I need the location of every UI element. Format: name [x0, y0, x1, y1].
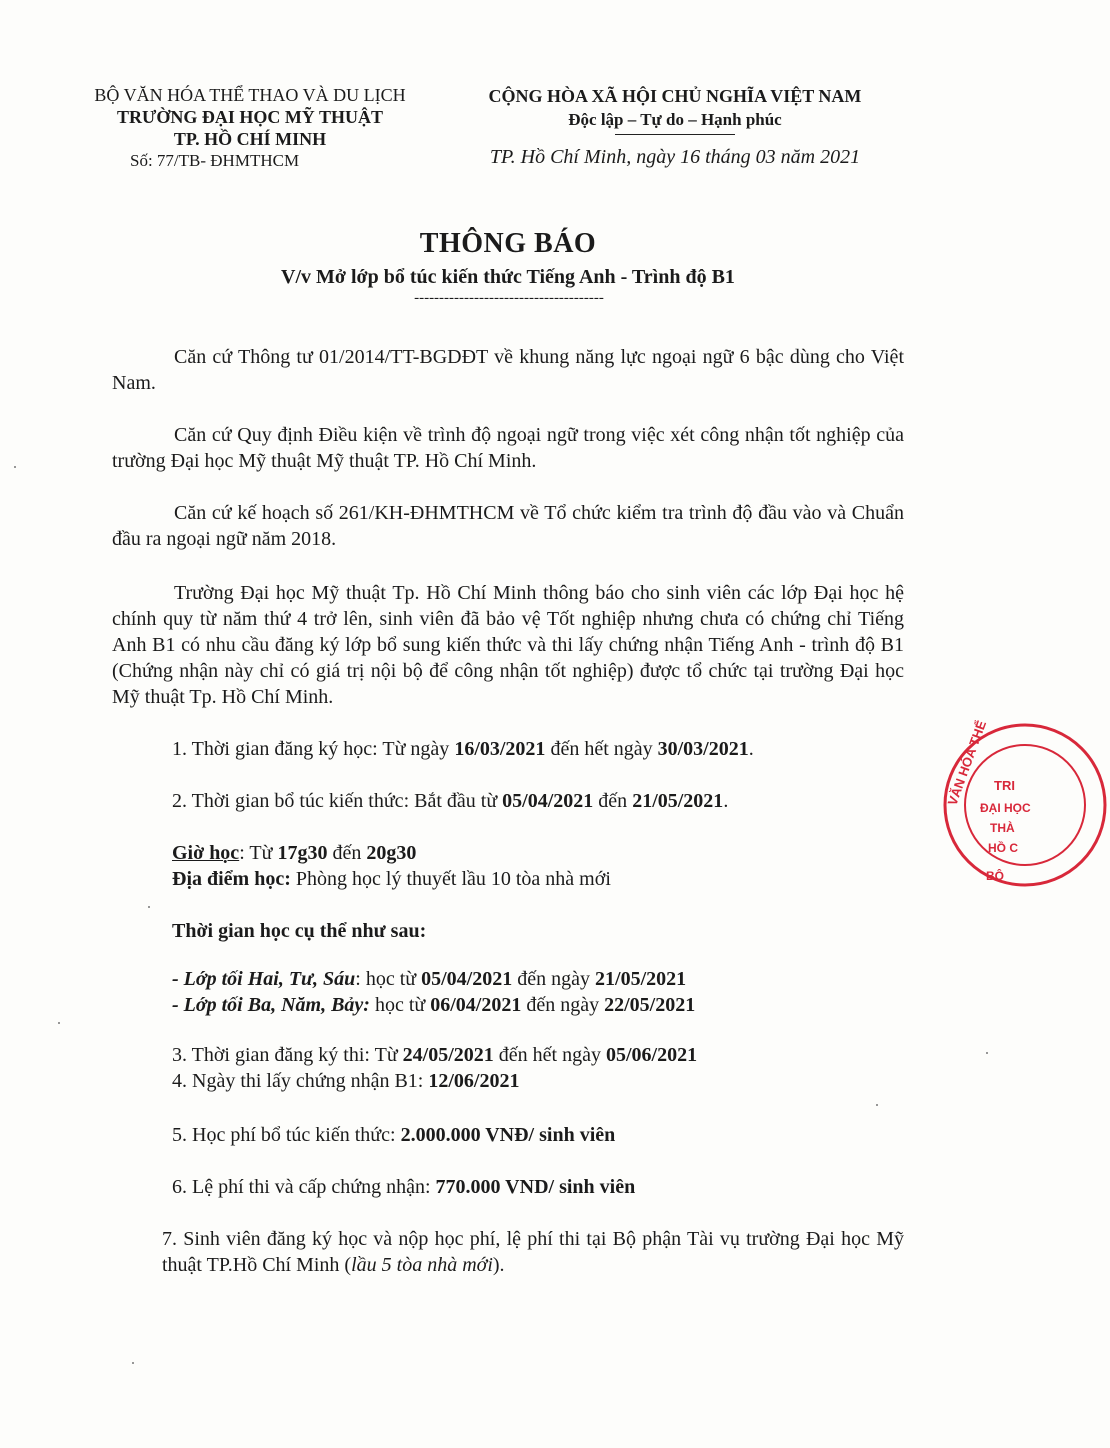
stamp-ring-text: VĂN HÓA THỂ	[944, 718, 990, 808]
ministry-name: BỘ VĂN HÓA THỂ THAO VÀ DU LỊCH	[94, 85, 406, 105]
item-text: .	[723, 790, 729, 812]
scan-speck	[14, 466, 16, 468]
national-motto: Độc lập – Tự do – Hạnh phúc	[568, 110, 782, 129]
item-text: 5. Học phí bổ túc kiến thức:	[172, 1124, 401, 1146]
fee-amount: 2.000.000 VNĐ/ sinh viên	[400, 1124, 616, 1146]
item-text: 7. Sinh viên đăng ký học và nộp học phí, lệ phí thi tại Bộ phận Tài vụ trường Đại học Mỹ thuật TP.Hồ Chí Minh (	[162, 1228, 904, 1276]
date-from: 06/04/2021	[430, 994, 522, 1016]
document-title: THÔNG BÁO	[419, 228, 597, 259]
schedule-label: - Lớp tối Ba, Năm, Bảy:	[172, 994, 370, 1016]
school-name-line2: TP. HỒ CHÍ MINH	[173, 129, 327, 149]
item-text: : Từ	[239, 842, 278, 864]
official-stamp	[940, 720, 1110, 890]
item-registration-period	[172, 736, 754, 762]
item-text: ).	[492, 1254, 505, 1276]
item-text: 2. Thời gian bổ túc kiến thức: Bắt đầu từ	[172, 790, 503, 812]
item-text: đến ngày	[512, 968, 596, 990]
paragraph-legal-basis-3	[112, 500, 904, 552]
date-to: 21/05/2021	[595, 968, 687, 990]
location-text: Phòng học lý thuyết lầu 10 tòa nhà mới	[290, 868, 611, 890]
item-text: 3. Thời gian đăng ký thi: Từ	[172, 1044, 403, 1066]
paragraph-text: Căn cứ Quy định Điều kiện về trình độ ngoại ngữ trong việc xét công nhận tốt nghiệp của trường Đại học Mỹ thuật Mỹ thuật TP. Hồ Chí Minh.	[112, 424, 904, 472]
paragraph-announcement	[112, 580, 904, 710]
item-text: 1. Thời gian đăng ký học: Từ ngày	[172, 738, 455, 760]
item-text: đến ngày	[521, 994, 605, 1016]
class-location	[172, 866, 611, 892]
school-name-line1: TRƯỜNG ĐẠI HỌC MỸ THUẬT	[116, 107, 383, 127]
item-exam-date	[172, 1068, 519, 1094]
document-number: Số: 77/TB- ĐHMTHCM	[130, 151, 300, 170]
item-text: .	[748, 738, 754, 760]
item-text: 6. Lệ phí thi và cấp chứng nhận:	[172, 1176, 436, 1198]
motto-underline	[615, 134, 735, 135]
fee-amount: 770.000 VND/ sinh viên	[435, 1176, 636, 1198]
time-to: 20g30	[366, 842, 417, 864]
date-to: 05/06/2021	[605, 1044, 698, 1066]
payment-location: lầu 5 tòa nhà mới	[351, 1254, 493, 1276]
class-hours	[172, 840, 416, 866]
scan-speck	[986, 1052, 988, 1054]
item-payment-instructions	[162, 1226, 904, 1278]
date-from: 05/04/2021	[502, 790, 594, 812]
schedule-tue-thu-sat	[172, 992, 695, 1018]
item-text: 4. Ngày thi lấy chứng nhận B1:	[172, 1070, 429, 1092]
item-text: : học từ	[355, 968, 422, 990]
stamp-inner-text-3: THÀ	[990, 821, 1015, 835]
scan-speck	[148, 906, 150, 908]
scan-speck	[876, 1104, 878, 1106]
item-text: đến hết ngày	[493, 1044, 606, 1066]
class-hours-label: Giờ học	[172, 842, 240, 864]
item-tuition-fee	[172, 1122, 615, 1148]
paragraph-text: Trường Đại học Mỹ thuật Tp. Hồ Chí Minh thông báo cho sinh viên các lớp Đại học hệ chính quy từ năm thứ 4 trở lên, sinh viên đã bảo vệ Tốt nghiệp nhưng chưa có chứng chỉ Tiếng Anh B1 có nhu cầu đăng ký lớp bổ sung kiến thức và thi lấy chứng nhận Tiếng Anh - trình độ B1 (Chứng nhận này chỉ có giá trị nội bộ để công nhận tốt nghiệp) được tổ chức tại trường Đại học Mỹ thuật Tp. Hồ Chí Minh.	[112, 582, 904, 708]
item-course-period	[172, 788, 728, 814]
title-divider: --------------------------------------	[414, 290, 604, 306]
location-label: Địa điểm học:	[172, 868, 291, 890]
paragraph-text: Căn cứ kế hoạch số 261/KH-ĐHMTHCM về Tổ chức kiểm tra trình độ đầu vào và Chuẩn đầu ra ngoại ngữ năm 2018.	[112, 502, 904, 550]
item-text: học từ	[369, 994, 431, 1016]
nation-title: CỘNG HÒA XÃ HỘI CHỦ NGHĨA VIỆT NAM	[488, 86, 862, 106]
schedule-mon-wed-fri	[172, 966, 686, 992]
paragraph-legal-basis-1	[112, 344, 904, 396]
date-from: 16/03/2021	[454, 738, 546, 760]
stamp-bottom-text: BỘ	[986, 869, 1004, 883]
scan-speck	[132, 1362, 134, 1364]
issue-date: TP. Hồ Chí Minh, ngày 16 tháng 03 năm 2021	[489, 146, 861, 168]
item-text: đến	[593, 790, 633, 812]
date-to: 30/03/2021	[657, 738, 749, 760]
stamp-inner-text-1: TRI	[994, 778, 1015, 793]
item-exam-fee	[172, 1174, 635, 1200]
exam-date: 12/06/2021	[428, 1070, 520, 1092]
schedule-label: - Lớp tối Hai, Tư, Sáu	[172, 968, 356, 990]
document-subtitle: V/v Mở lớp bổ túc kiến thức Tiếng Anh - Trình độ B1	[281, 266, 735, 288]
schedule-heading: Thời gian học cụ thể như sau:	[172, 920, 427, 942]
paragraph-legal-basis-2	[112, 422, 904, 474]
date-from: 05/04/2021	[421, 968, 513, 990]
national-header	[445, 84, 905, 169]
date-to: 21/05/2021	[632, 790, 724, 812]
paragraph-text: Căn cứ Thông tư 01/2014/TT-BGDĐT về khung năng lực ngoại ngữ 6 bậc dùng cho Việt Nam.	[112, 346, 904, 394]
time-from: 17g30	[277, 842, 328, 864]
item-text: đến	[327, 842, 367, 864]
date-to: 22/05/2021	[604, 994, 696, 1016]
date-from: 24/05/2021	[402, 1044, 494, 1066]
stamp-inner-text-2: ĐẠI HỌC	[980, 801, 1031, 815]
scan-speck	[58, 1022, 60, 1024]
stamp-inner-text-4: HỒ C	[988, 841, 1018, 855]
issuer-block	[50, 84, 450, 172]
item-text: đến hết ngày	[545, 738, 658, 760]
item-exam-registration	[172, 1042, 697, 1068]
